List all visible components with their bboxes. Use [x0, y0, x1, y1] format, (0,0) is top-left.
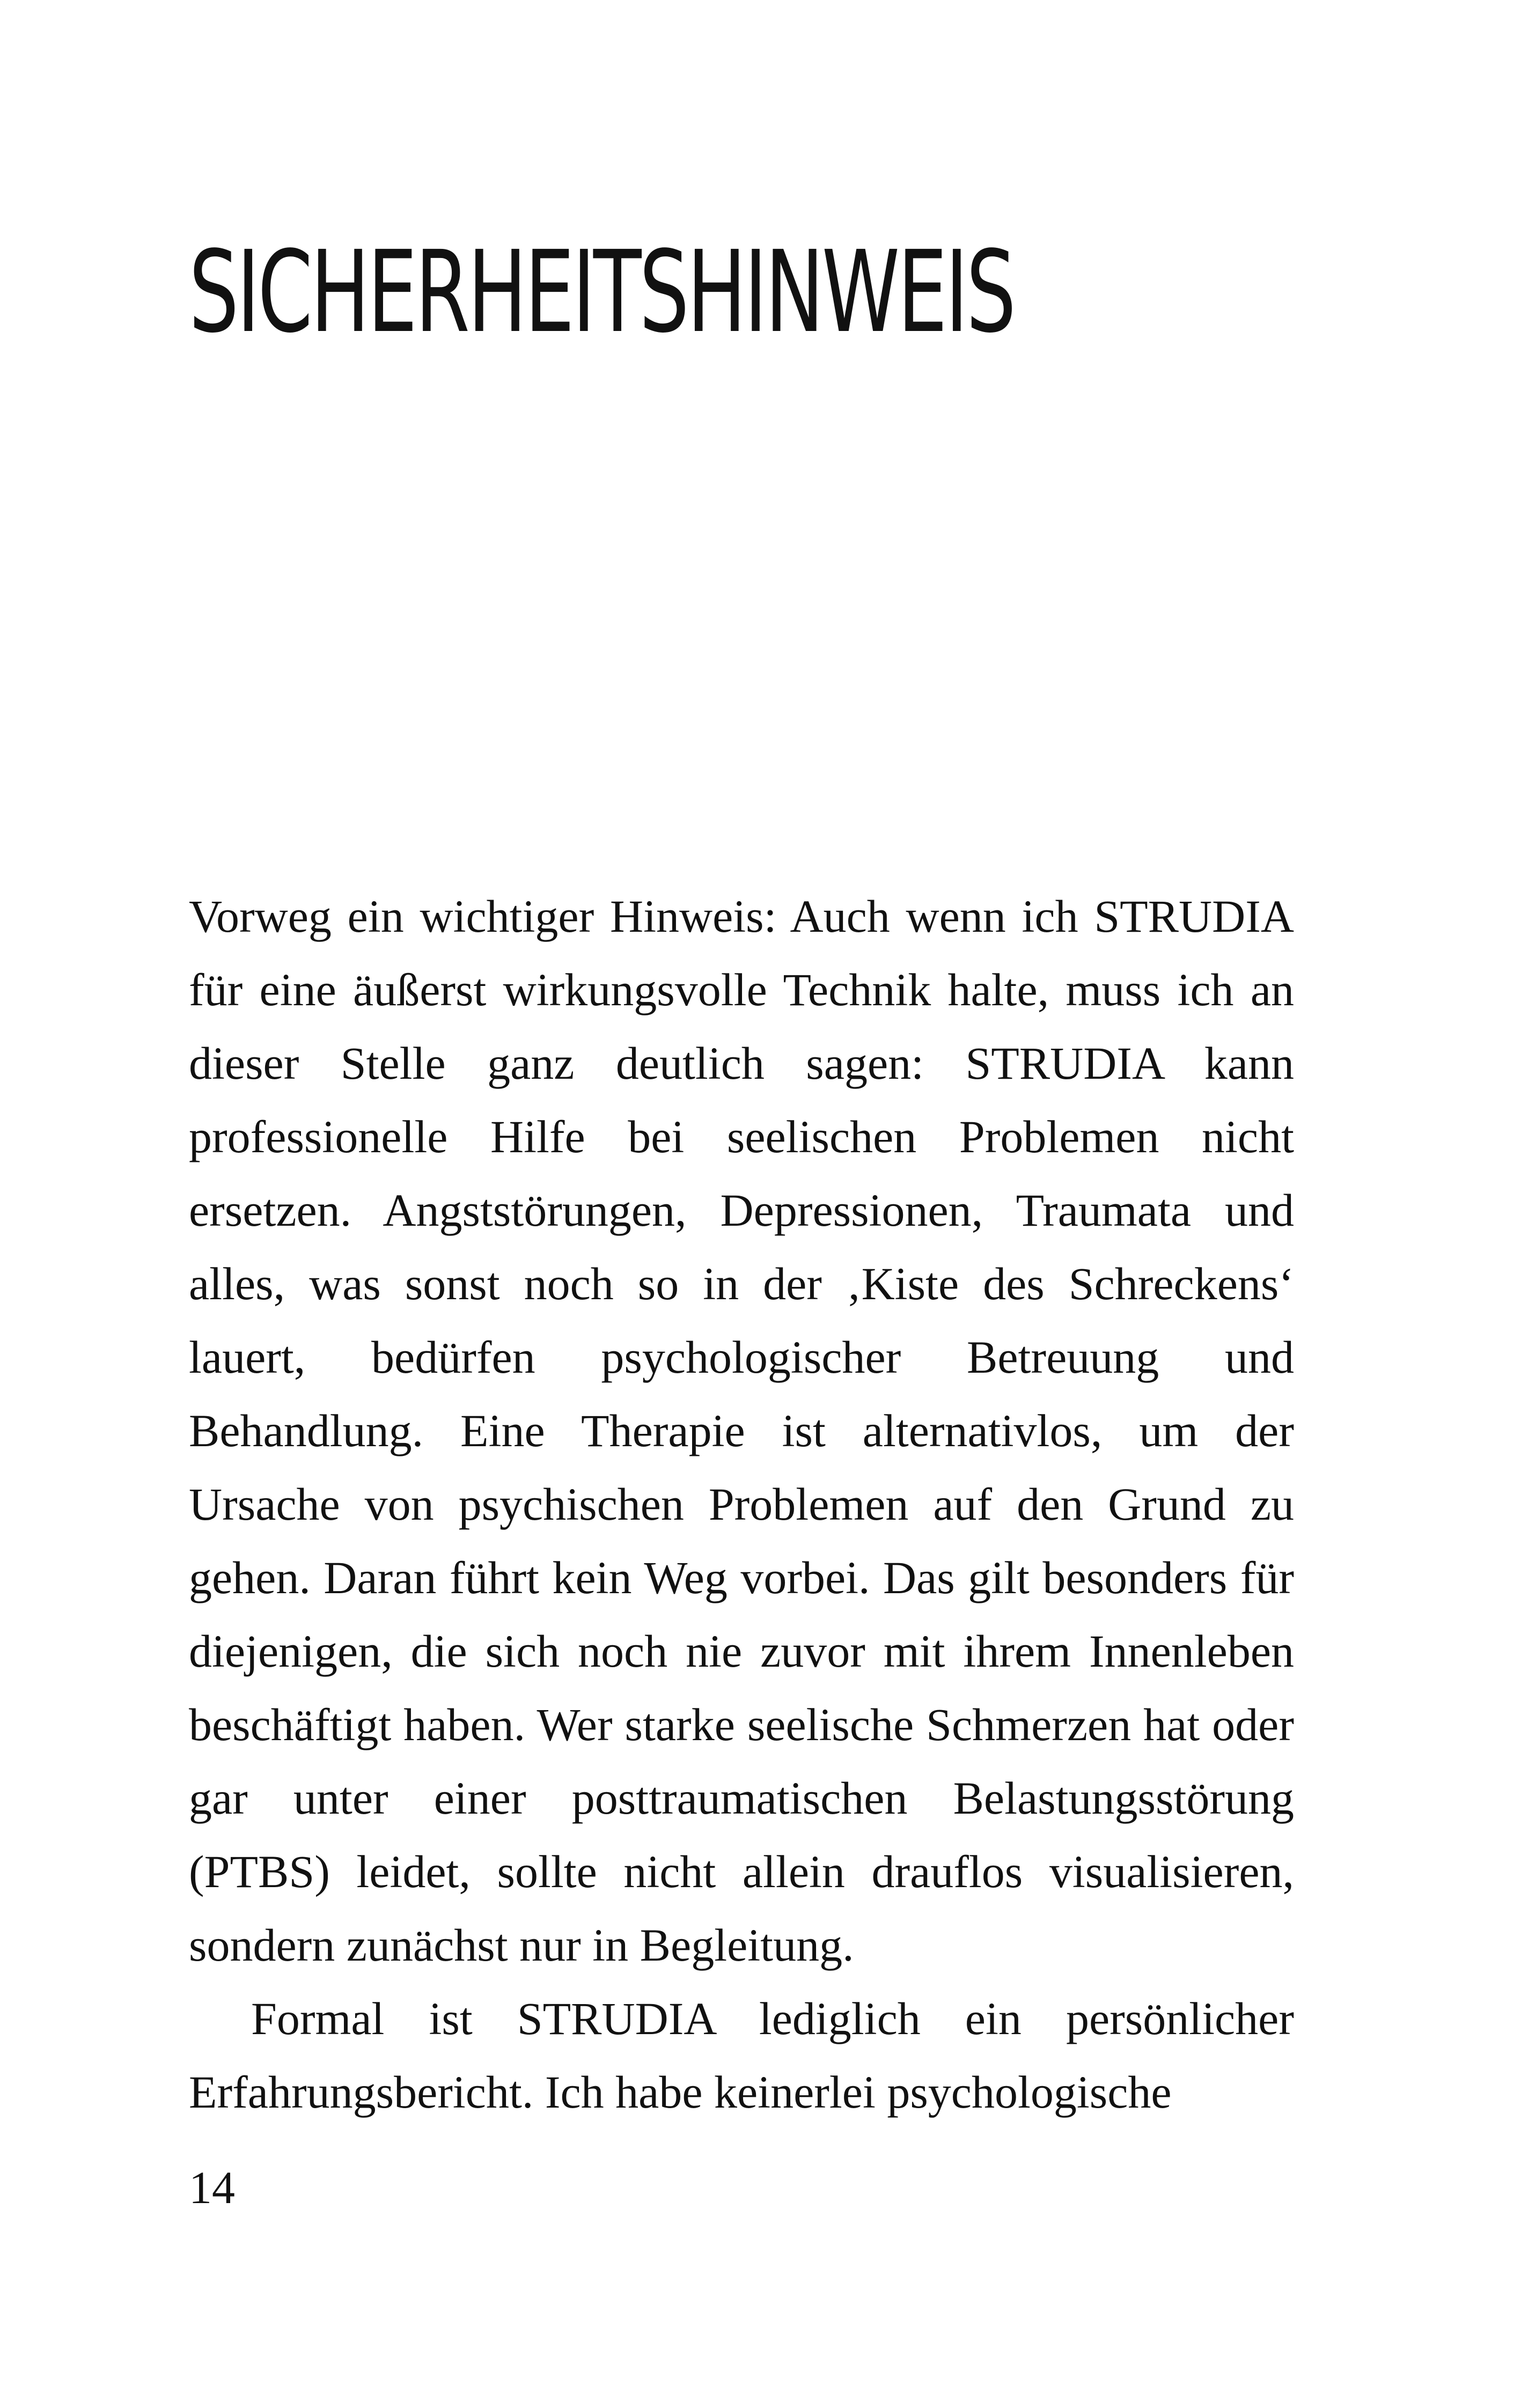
paragraph-1: Vorweg ein wichtiger Hinweis: Auch wenn ich STRUDIA für eine äußerst wirkungsvolle Technik halte, muss ich an dieser Stelle ganz deutlich sagen: STRUDIA kann professionelle Hilfe bei seelischen Problemen nicht ersetzen. Angststörungen, Depressionen, Traumata und alles, was sonst noch so in der ‚Kiste des Schreckens‘ lauert, bedürfen psychologischer Betreuung und Behandlung. Eine Therapie ist alternativlos, um der Ursache von psychischen Problemen auf den Grund zu gehen. Daran führt kein Weg vorbei. Das gilt besonders für diejenigen, die sich noch nie zuvor mit ihrem Innenleben beschäftigt haben. Wer starke seelische Schmerzen hat oder gar unter einer posttraumatischen Belastungsstörung (PTBS) leidet, sollte nicht allein drauflos visualisieren, sondern zunächst nur in Begleitung. — [189, 890, 1294, 1971]
chapter-title: SICHERHEITSHINWEIS — [189, 226, 1014, 358]
body-text — [189, 880, 1294, 2129]
paragraph-2: Formal ist STRUDIA lediglich ein persönlicher Erfahrungsbericht. Ich habe keinerlei psychologische — [189, 1993, 1294, 2118]
page-number: 14 — [189, 2162, 235, 2213]
